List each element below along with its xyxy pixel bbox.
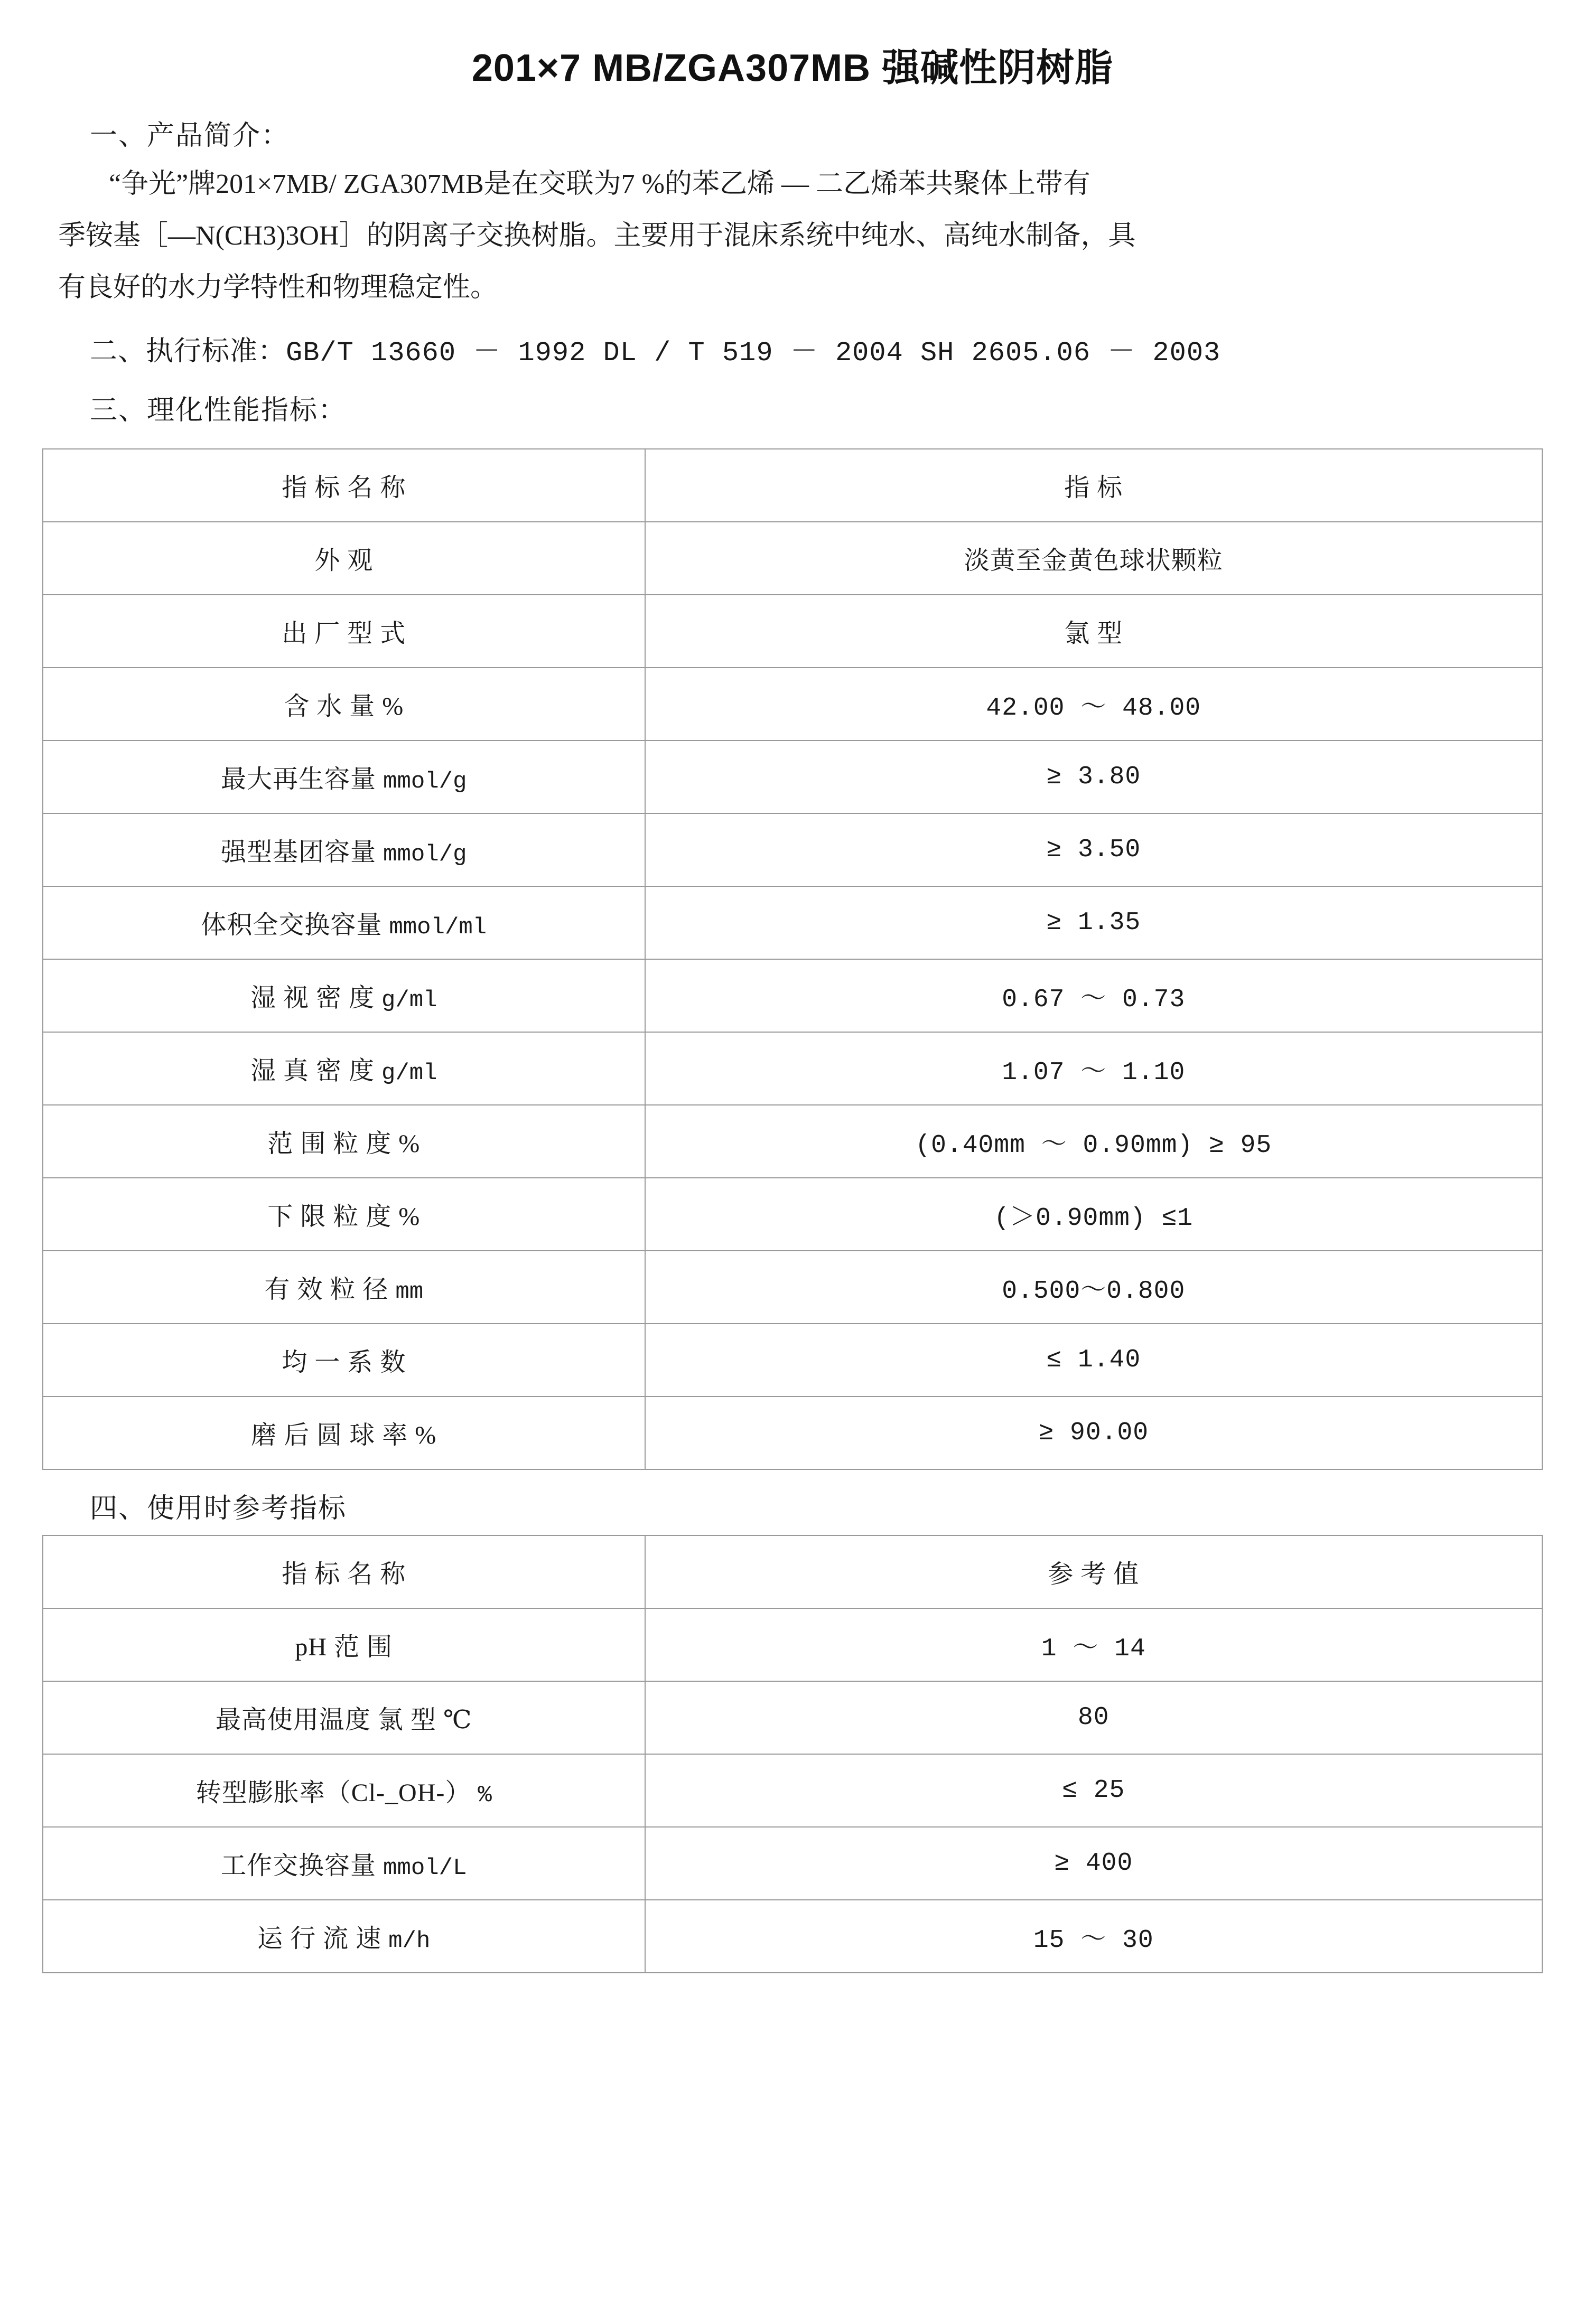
page-title: 201×7 MB/ZGA307MB 强碱性阴树脂 xyxy=(471,47,1114,89)
spec-name-text: 下 限 粒 度 % xyxy=(267,1203,421,1231)
spec-row-name xyxy=(43,886,645,959)
intro-paragraph-line-3: 有良好的水力学特性和物理稳定性。 xyxy=(58,273,498,303)
spec-name-unit: mmol/ml xyxy=(389,914,487,941)
spec-row-value: ≤ 1.40 xyxy=(645,1324,1542,1397)
spec-name-text: 范 围 粒 度 % xyxy=(267,1130,421,1158)
spec-row-name xyxy=(43,1105,645,1178)
spec-row-value: (0.40mm ～ 0.90mm) ≥ 95 xyxy=(645,1105,1542,1178)
spec-row-value: ≥ 90.00 xyxy=(645,1397,1542,1469)
spec-row-name xyxy=(43,1032,645,1105)
ref-row-name xyxy=(43,1827,645,1900)
table-row xyxy=(43,668,1542,741)
spec-row-value: 0.500～0.800 xyxy=(645,1251,1542,1324)
standard-reference-line: 二、执行标准：GB/T 13660 － 1992 DL / T 519 － 2004 SH 2605.06 － 2003 xyxy=(90,337,1221,369)
ref-row-value: 1 ～ 14 xyxy=(645,1608,1542,1681)
intro-paragraph-line-2: 季铵基［—N(CH3)3OH］的阴离子交换树脂。主要用于混床系统中纯水、高纯水制备，具 xyxy=(58,221,1136,251)
table-header-row xyxy=(43,449,1542,522)
table-row xyxy=(43,595,1542,668)
ref-name-text: pH 范 围 xyxy=(295,1633,393,1662)
spec-row-name xyxy=(43,522,645,595)
spec-name-text: 出 厂 型 式 xyxy=(282,620,406,648)
ref-row-name xyxy=(43,1900,645,1973)
table-row xyxy=(43,959,1542,1032)
table-row xyxy=(43,1754,1542,1827)
table-row xyxy=(43,1105,1542,1178)
spec-row-name xyxy=(43,595,645,668)
spec-name-text: 外 观 xyxy=(314,547,374,575)
spec-name-text: 含 水 量 % xyxy=(284,692,404,721)
ref-row-name xyxy=(43,1754,645,1827)
spec-row-name xyxy=(43,668,645,741)
section-heading-reference: 四、使用时参考指标 xyxy=(90,1493,347,1524)
ref-name-text: 工作交换容量 xyxy=(221,1852,377,1880)
spec-row-value: ≥ 1.35 xyxy=(645,886,1542,959)
spec-name-text: 均 一 系 数 xyxy=(282,1348,406,1377)
spec-row-name xyxy=(43,1324,645,1397)
spec-row-value: (＞0.90mm) ≤1 xyxy=(645,1178,1542,1251)
spec-name-unit: mm xyxy=(395,1279,424,1306)
spec-row-value: 0.67 ～ 0.73 xyxy=(645,959,1542,1032)
ref-row-value: 15 ～ 30 xyxy=(645,1900,1542,1973)
table-row xyxy=(43,1608,1542,1681)
table-row xyxy=(43,813,1542,886)
spec-name-text: 体积全交换容量 xyxy=(201,911,383,940)
table-row xyxy=(43,1900,1542,1973)
spec-name-unit: mmol/g xyxy=(383,841,467,868)
spec-row-name xyxy=(43,1251,645,1324)
intro-paragraph-line-1: “争光”牌201×7MB/ ZGA307MB是在交联为7 %的苯乙烯 — 二乙烯苯共聚体上带有 xyxy=(109,169,1090,199)
ref-name-unit: m/h xyxy=(388,1928,431,1955)
table-header-row xyxy=(43,1535,1542,1608)
spec-row-name xyxy=(43,813,645,886)
spec-header-value: 指 标 xyxy=(645,449,1542,522)
spec-name-unit: mmol/g xyxy=(383,769,467,795)
spec-name-text: 湿 真 密 度 xyxy=(250,1057,375,1085)
spec-row-value: 氯 型 xyxy=(645,595,1542,668)
spec-header-name: 指 标 名 称 xyxy=(43,449,645,522)
section-heading-intro: 一、产品简介： xyxy=(90,121,290,151)
spec-name-text: 有 效 粒 径 xyxy=(264,1276,389,1304)
table-row xyxy=(43,1251,1542,1324)
table-row xyxy=(43,1324,1542,1397)
spec-row-value: ≥ 3.80 xyxy=(645,741,1542,813)
spec-name-text: 湿 视 密 度 xyxy=(250,984,375,1013)
ref-row-name xyxy=(43,1608,645,1681)
ref-name-text: 运 行 流 速 xyxy=(257,1925,382,1953)
section-heading-specs: 三、理化性能指标： xyxy=(90,395,347,426)
table-row xyxy=(43,1178,1542,1251)
table-row xyxy=(43,886,1542,959)
spec-name-unit: g/ml xyxy=(381,1060,437,1087)
spec-name-text: 最大再生容量 xyxy=(221,765,377,794)
spec-row-name xyxy=(43,959,645,1032)
ref-row-value: 80 xyxy=(645,1681,1542,1754)
ref-row-name xyxy=(43,1681,645,1754)
ref-name-unit: % xyxy=(478,1782,492,1809)
reference-table xyxy=(42,1535,1543,1973)
table-row xyxy=(43,741,1542,813)
spec-row-value: ≥ 3.50 xyxy=(645,813,1542,886)
spec-row-value: 42.00 ～ 48.00 xyxy=(645,668,1542,741)
spec-name-text: 强型基团容量 xyxy=(221,838,377,867)
spec-row-value: 淡黄至金黄色球状颗粒 xyxy=(645,522,1542,595)
spec-name-unit: g/ml xyxy=(381,987,437,1014)
spec-row-value: 1.07 ～ 1.10 xyxy=(645,1032,1542,1105)
spec-row-name xyxy=(43,1397,645,1469)
table-row xyxy=(43,1681,1542,1754)
table-row xyxy=(43,1397,1542,1469)
spec-row-name xyxy=(43,1178,645,1251)
ref-name-unit: mmol/L xyxy=(383,1855,467,1882)
ref-name-text: 最高使用温度 氯 型 xyxy=(215,1706,436,1735)
ref-header-value: 参 考 值 xyxy=(645,1535,1542,1608)
table-row xyxy=(43,1827,1542,1900)
ref-row-value: ≤ 25 xyxy=(645,1754,1542,1827)
spec-table xyxy=(42,448,1543,1470)
ref-name-text: 转型膨胀率（Cl-_OH-） xyxy=(195,1779,471,1807)
ref-row-value: ≥ 400 xyxy=(645,1827,1542,1900)
table-row xyxy=(43,1032,1542,1105)
table-row xyxy=(43,522,1542,595)
ref-name-unit: ℃ xyxy=(443,1706,472,1735)
spec-name-text: 磨 后 圆 球 率 % xyxy=(251,1421,437,1450)
ref-header-name: 指 标 名 称 xyxy=(43,1535,645,1608)
spec-row-name xyxy=(43,741,645,813)
